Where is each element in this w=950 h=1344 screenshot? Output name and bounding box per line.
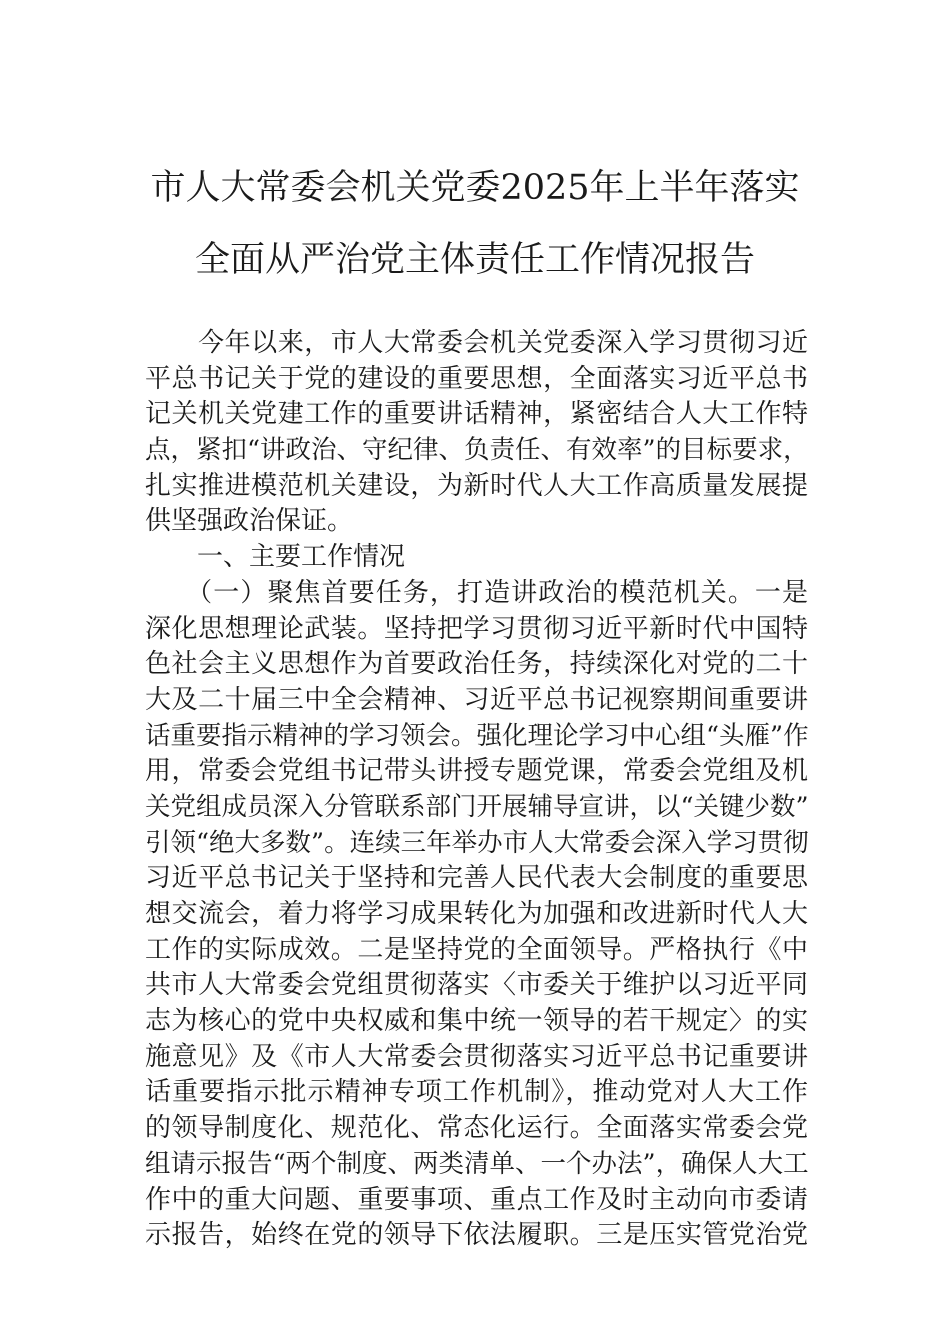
body-line: 施意见》及《市人大常委会贯彻落实习近平总书记重要讲 (145, 1041, 808, 1072)
body-line: 记关机关党建工作的重要讲话精神，紧密结合人大工作特 (145, 399, 808, 430)
body-line: 用，常委会党组书记带头讲授专题党课，常委会党组及机 (145, 756, 808, 787)
body-line: 话重要指示精神的学习领会。强化理论学习中心组“头雁”作 (145, 720, 809, 751)
body-line: 供坚强政治保证。 (145, 506, 354, 537)
body-line: 色社会主义思想作为首要政治任务，持续深化对党的二十 (145, 649, 808, 680)
body-line: 组请示报告“两个制度、两类清单、一个办法”，确保人大工 (145, 1148, 809, 1179)
document-title-line-1: 市人大常委会机关党委2025年上半年落实 (150, 168, 800, 208)
body-line: 扎实推进模范机关建设，为新时代人大工作高质量发展提 (145, 470, 808, 501)
body-line: （一）聚焦首要任务，打造讲政治的模范机关。一是 (145, 577, 808, 608)
body-line: 的领导制度化、规范化、常态化运行。全面落实常委会党 (145, 1113, 808, 1144)
section-heading: 一、主要工作情况 (145, 542, 406, 573)
document-body (145, 326, 808, 1254)
body-line: 作中的重大问题、重要事项、重点工作及时主动向市委请 (145, 1184, 808, 1215)
body-line: 点，紧扣“讲政治、守纪律、负责任、有效率”的目标要求， (145, 435, 809, 466)
body-line: 平总书记关于党的建设的重要思想，全面落实习近平总书 (145, 363, 808, 394)
body-line: 关党组成员深入分管联系部门开展辅导宣讲，以“关键少数” (145, 791, 809, 822)
body-line: 共市人大常委会党组贯彻落实〈市委关于维护以习近平同 (145, 970, 808, 1001)
body-line: 志为核心的党中央权威和集中统一领导的若干规定〉的实 (145, 1006, 808, 1037)
body-line: 深化思想理论武装。坚持把学习贯彻习近平新时代中国特 (145, 613, 808, 644)
body-line: 引领“绝大多数”。连续三年举办市人大常委会深入学习贯彻 (145, 827, 809, 858)
body-line: 工作的实际成效。二是坚持党的全面领导。严格执行《中 (145, 934, 808, 965)
document-title-line-2: 全面从严治党主体责任工作情况报告 (194, 240, 755, 280)
body-line: 话重要指示批示精神专项工作机制》，推动党对人大工作 (145, 1077, 808, 1108)
body-line: 今年以来，市人大常委会机关党委深入学习贯彻习近 (145, 328, 808, 358)
body-line: 大及二十届三中全会精神、习近平总书记视察期间重要讲 (145, 684, 808, 715)
body-line: 习近平总书记关于坚持和完善人民代表大会制度的重要思 (145, 863, 808, 894)
body-line: 示报告，始终在党的领导下依法履职。三是压实管党治党 (145, 1220, 808, 1251)
body-line: 想交流会，着力将学习成果转化为加强和改进新时代人大 (145, 899, 808, 929)
